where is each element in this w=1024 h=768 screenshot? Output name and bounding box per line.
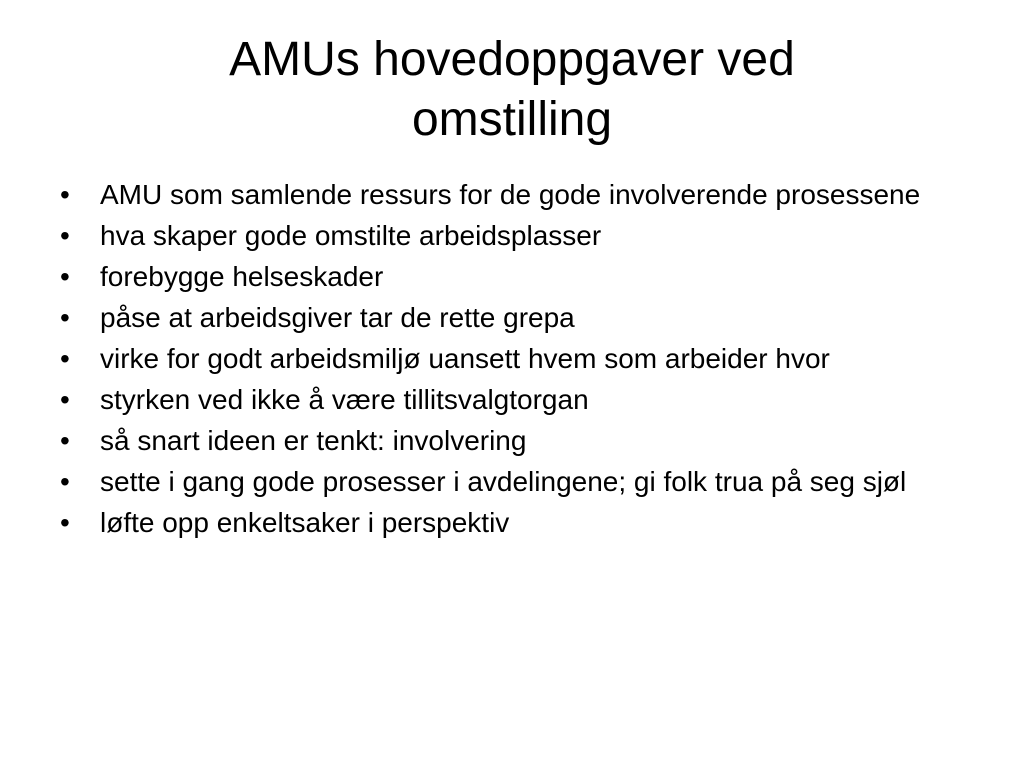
bullet-text: hva skaper gode omstilte arbeidsplasser [100, 220, 602, 251]
bullet-item-9 [60, 508, 970, 538]
bullet-icon: • [60, 343, 70, 374]
title-line-1: AMUs hovedoppgaver ved [229, 33, 795, 86]
bullet-item-5 [60, 344, 970, 374]
bullet-icon: • [60, 261, 70, 292]
bullet-text: sette i gang gode prosesser i avdelingene; gi folk trua på seg sjøl [100, 466, 907, 497]
bullet-text: påse at arbeidsgiver tar de rette grepa [100, 302, 575, 333]
slide-title [90, 30, 934, 150]
title-line-2: omstilling [411, 93, 613, 146]
bullet-item-2 [60, 221, 970, 251]
bullet-icon: • [60, 507, 70, 538]
bullet-text: AMU som samlende ressurs for de gode involverende prosessene [100, 179, 921, 210]
bullet-item-6 [60, 385, 970, 415]
bullet-item-1 [60, 180, 970, 210]
bullet-icon: • [60, 220, 70, 251]
bullet-list [60, 180, 970, 549]
bullet-icon: • [60, 302, 70, 333]
bullet-text: så snart ideen er tenkt: involvering [100, 425, 527, 456]
bullet-text: forebygge helseskader [100, 261, 384, 292]
bullet-item-7 [60, 426, 970, 456]
bullet-item-4 [60, 303, 970, 333]
bullet-icon: • [60, 179, 70, 210]
bullet-item-3 [60, 262, 970, 292]
bullet-text: styrken ved ikke å være tillitsvalgtorgan [100, 384, 589, 415]
bullet-text: virke for godt arbeidsmiljø uansett hvem som arbeider hvor [100, 343, 830, 374]
bullet-item-8 [60, 467, 970, 497]
bullet-text: løfte opp enkeltsaker i perspektiv [100, 507, 510, 538]
bullet-icon: • [60, 384, 70, 415]
bullet-icon: • [60, 425, 70, 456]
bullet-icon: • [60, 466, 70, 497]
